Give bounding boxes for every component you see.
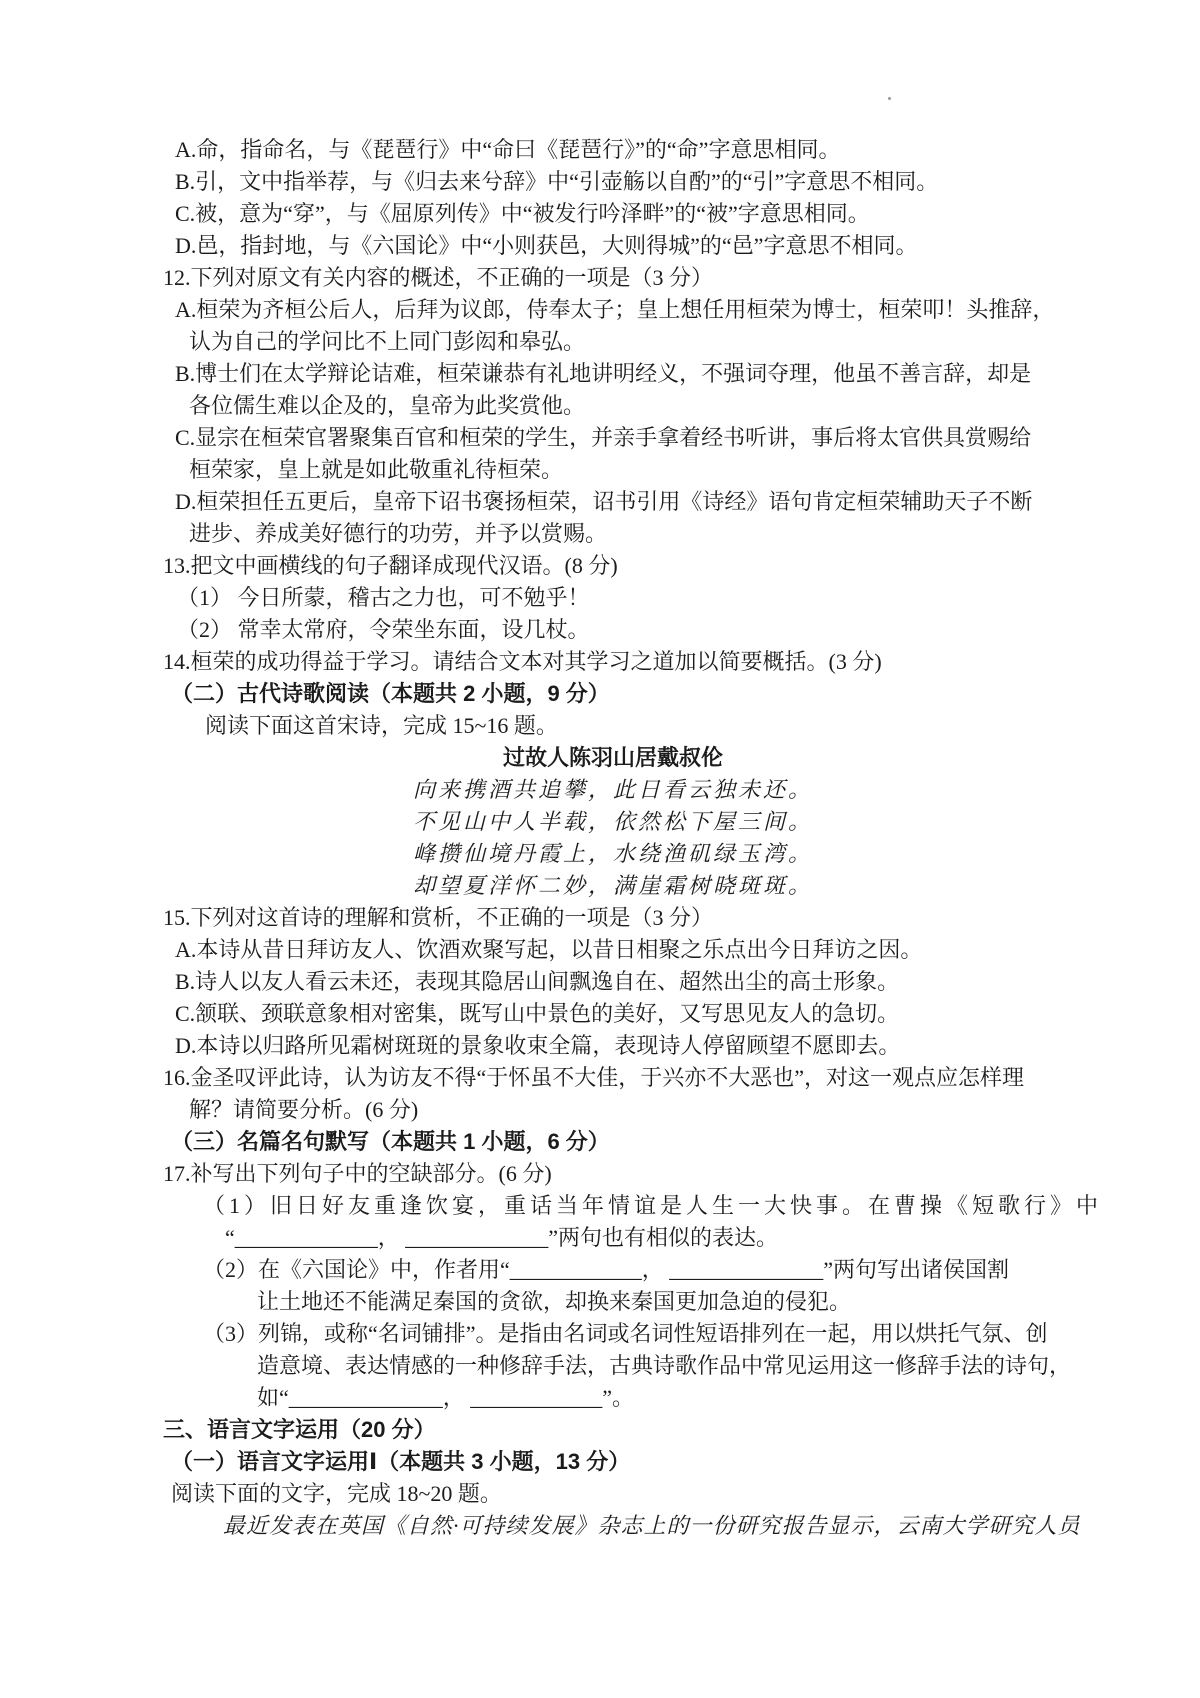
q17-part-3-line1: （3）列锦，或称“名词铺排”。是指由名词或名词性短语排列在一起，用以烘托气氛、创 — [203, 1321, 1048, 1346]
question-17: 17.补写出下列句子中的空缺部分。(6 分) — [163, 1161, 552, 1186]
poem-title: 过故人陈羽山居戴叔伦 — [502, 745, 723, 770]
question-16-line1: 16.金圣叹评此诗，认为访友不得“于怀虽不大佳，于兴亦不大恶也”，对这一观点应怎样理 — [163, 1065, 1025, 1090]
q13-part-2: （2） 常幸太常府，令荣坐东面，设几杖。 — [177, 617, 590, 642]
q11-option-c: C.被，意为“穿”，与《屈原列传》中“被发行吟泽畔”的“被”字意思相同。 — [175, 201, 870, 226]
q12-option-a-line2: 认为自己的学问比不上同门彭闳和皋弘。 — [189, 329, 586, 354]
q13-part-1: （1） 今日所蒙，稽古之力也，可不勉乎！ — [177, 585, 590, 610]
question-14: 14.桓荣的成功得益于学习。请结合文本对其学习之道加以简要概括。(3 分) — [163, 649, 882, 674]
q11-option-a: A.命，指命名，与《琵琶行》中“命曰《琵琶行》”的“命”字意思相同。 — [175, 137, 841, 162]
q12-option-b-line2: 各位儒生难以企及的，皇帝为此奖赏他。 — [189, 393, 586, 418]
q17-part-2-line1: （2）在《六国论》中，作者用“____________， ______________”两句写出诸侯国割 — [203, 1257, 1010, 1282]
section-2-header: （二）古代诗歌阅读（本题共 2 小题，9 分） — [171, 681, 610, 706]
poem-line-4: 却望夏洋怀二妙，满崖霜树晓斑斑。 — [412, 873, 813, 898]
q17-part-1-line2: “_____________， _____________”两句也有相似的表达。 — [225, 1225, 779, 1250]
question-16-line2: 解？请简要分析。(6 分) — [189, 1097, 419, 1122]
q11-option-d: D.邑，指封地，与《六国论》中“小则获邑，大则得城”的“邑”字意思不相同。 — [175, 233, 918, 258]
q12-option-d-line2: 进步、养成美好德行的功劳，并予以赏赐。 — [189, 521, 608, 546]
q17-part-3-line2: 造意境、表达情感的一种修辞手法，古典诗歌作品中常见运用这一修辞手法的诗句， — [257, 1353, 1072, 1378]
q11-option-b: B.引，文中指举荐，与《归去来兮辞》中“引壶觞以自酌”的“引”字意思不相同。 — [175, 169, 939, 194]
poem-line-3: 峰攒仙境丹霞上，水绕渔矶绿玉湾。 — [412, 841, 813, 866]
document-body — [163, 134, 1103, 1542]
q17-part-1-line1: （1）旧日好友重逢饮宴，重话当年情谊是人生一大快事。在曹操《短歌行》中 — [203, 1193, 1103, 1218]
q12-option-a-line1: A.桓荣为齐桓公后人，后拜为议郎，侍奉太子；皇上想任用桓荣为博士，桓荣叩！头推辞， — [175, 297, 1055, 322]
q17-part-2-line2: 让土地还不能满足秦国的贪欲，却换来秦国更加急迫的侵犯。 — [257, 1289, 852, 1314]
q15-option-b: B.诗人以友人看云未还，表现其隐居山间飘逸自在、超然出尘的高士形象。 — [175, 969, 900, 994]
q12-option-c-line2: 桓荣家，皇上就是如此敬重礼待桓荣。 — [189, 457, 564, 482]
passage-line-1: 最近发表在英国《自然·可持续发展》杂志上的一份研究报告显示，云南大学研究人员 — [223, 1513, 1081, 1538]
reading-instruction: 阅读下面的文字，完成 18~20 题。 — [171, 1481, 502, 1506]
poem-line-1: 向来携酒共追攀，此日看云独未还。 — [412, 777, 813, 802]
question-12: 12.下列对原文有关内容的概述，不正确的一项是（3 分） — [163, 265, 714, 290]
section-3-header: （三）名篇名句默写（本题共 1 小题，6 分） — [171, 1129, 610, 1154]
q12-option-d-line1: D.桓荣担任五更后，皇帝下诏书褒扬桓荣，诏书引用《诗经》语句肯定桓荣辅助天子不断 — [175, 489, 1033, 514]
q15-option-d: D.本诗以归路所见霜树斑斑的景象收束全篇，表现诗人停留顾望不愿即去。 — [175, 1033, 901, 1058]
subsection-1-header: （一）语言文字运用Ⅰ（本题共 3 小题，13 分） — [171, 1449, 631, 1474]
poem-line-2: 不见山中人半载，依然松下屋三间。 — [412, 809, 813, 834]
q12-option-c-line1: C.显宗在桓荣官署聚集百官和桓荣的学生，并亲手拿着经书听讲，事后将太官供具赏赐给 — [175, 425, 1032, 450]
q15-option-c: C.颔联、颈联意象相对密集，既写山中景色的美好，又写思见友人的急切。 — [175, 1001, 900, 1026]
question-15: 15.下列对这首诗的理解和赏析，不正确的一项是（3 分） — [163, 905, 714, 930]
q12-option-b-line1: B.博士们在太学辩论诘难，桓荣谦恭有礼地讲明经义，不强词夺理，他虽不善言辞，却是 — [175, 361, 1032, 386]
q17-part-3-line3: 如“______________， ____________”。 — [257, 1385, 635, 1410]
section-major-3: 三、语言文字运用（20 分） — [163, 1417, 436, 1442]
page-speck — [888, 97, 891, 100]
q15-option-a: A.本诗从昔日拜访友人、饮酒欢聚写起，以昔日相聚之乐点出今日拜访之因。 — [175, 937, 923, 962]
poem-instruction: 阅读下面这首宋诗，完成 15~16 题。 — [205, 713, 558, 738]
question-13: 13.把文中画横线的句子翻译成现代汉语。(8 分) — [163, 553, 618, 578]
